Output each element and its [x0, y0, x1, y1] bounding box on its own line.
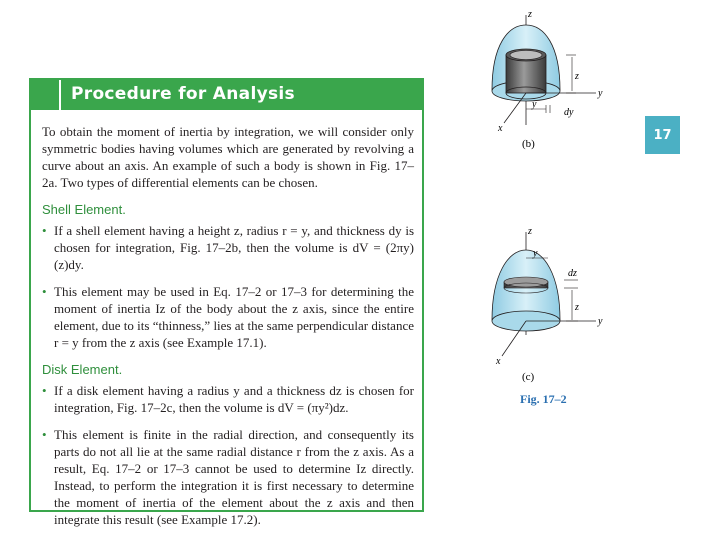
- shell-bullet-1: [42, 222, 414, 273]
- disk-bullet-2: [42, 426, 414, 528]
- shell-bullet-2-text: This element may be used in Eq. 17–2 or 17–3 for determining the moment of inertia Iz of the body about the z axis, since the entire element, due to its “thinness,” lies at the same perpendicular distance r = y from the z axis (see Example 17.1).: [54, 284, 414, 350]
- disk-bullet-1-text: If a disk element having a radius y and a thickness dz is chosen for integration, Fig. 17–2c, then the volume is dV = (πy²)dz.: [54, 383, 414, 415]
- bullet-dot-icon: •: [42, 427, 47, 442]
- panel-title: Procedure for Analysis: [71, 84, 295, 104]
- fig-c-z-axis-label: z: [528, 226, 532, 237]
- bullet-dot-icon: •: [42, 284, 47, 299]
- fig-c-radius-label: y: [533, 248, 538, 259]
- fig-b-x-axis-label: x: [498, 123, 503, 134]
- header-tab-block: [31, 80, 61, 110]
- intro-paragraph: To obtain the moment of inertia by integration, we will consider only symmetric bodies having volumes which are generated by revolving a curve about an axis. An example of such a body is shown in Fig. 17–2a. Two types of differential elements can be chosen.: [42, 124, 414, 190]
- figure-c-disk-element: [478, 220, 618, 390]
- fig-b-height-label: z: [575, 71, 579, 82]
- fig-b-radius-label: y: [532, 99, 537, 110]
- bullet-dot-icon: •: [42, 223, 47, 238]
- panel-body: [42, 123, 414, 538]
- fig-c-caption: (c): [522, 371, 535, 383]
- fig-c-y-axis-label: y: [598, 316, 603, 327]
- fig-b-thickness-label: dy: [564, 107, 574, 118]
- fig-b-caption: (b): [522, 138, 535, 150]
- figure-b-shell-element: [478, 5, 618, 150]
- shell-bullet-2: [42, 283, 414, 351]
- fig-c-thickness-label: dz: [568, 268, 577, 279]
- disk-bullet-2-text: This element is finite in the radial direction, and consequently its parts do not all lie at the same radial distance r from the z axis. As a result, Eq. 17–2 or 17–3 cannot be used to determine Iz directly. Instead, to perform the integration it is first necessary to determine the moment of inertia of the element about the z axis and then integrate this result (see Example 17.2).: [54, 427, 414, 527]
- figure-label: Fig. 17–2: [520, 392, 567, 406]
- chapter-tab: 17: [645, 116, 680, 154]
- shell-bullet-1-text: If a shell element having a height z, radius r = y, and thickness dy is chosen for integration, Fig. 17–2b, then the volume is dV = (2πy)(z)dy.: [54, 223, 414, 272]
- fig-c-x-axis-label: x: [496, 356, 501, 367]
- shell-element-heading: Shell Element.: [42, 202, 126, 217]
- disk-bullet-1: [42, 382, 414, 416]
- fig-b-z-axis-label: z: [528, 9, 532, 20]
- fig-b-y-axis-label: y: [598, 88, 603, 99]
- fig-c-height-label: z: [575, 302, 579, 313]
- bullet-dot-icon: •: [42, 383, 47, 398]
- panel-header: [31, 80, 422, 110]
- procedure-panel: [29, 78, 424, 527]
- disk-element-heading: Disk Element.: [42, 362, 123, 377]
